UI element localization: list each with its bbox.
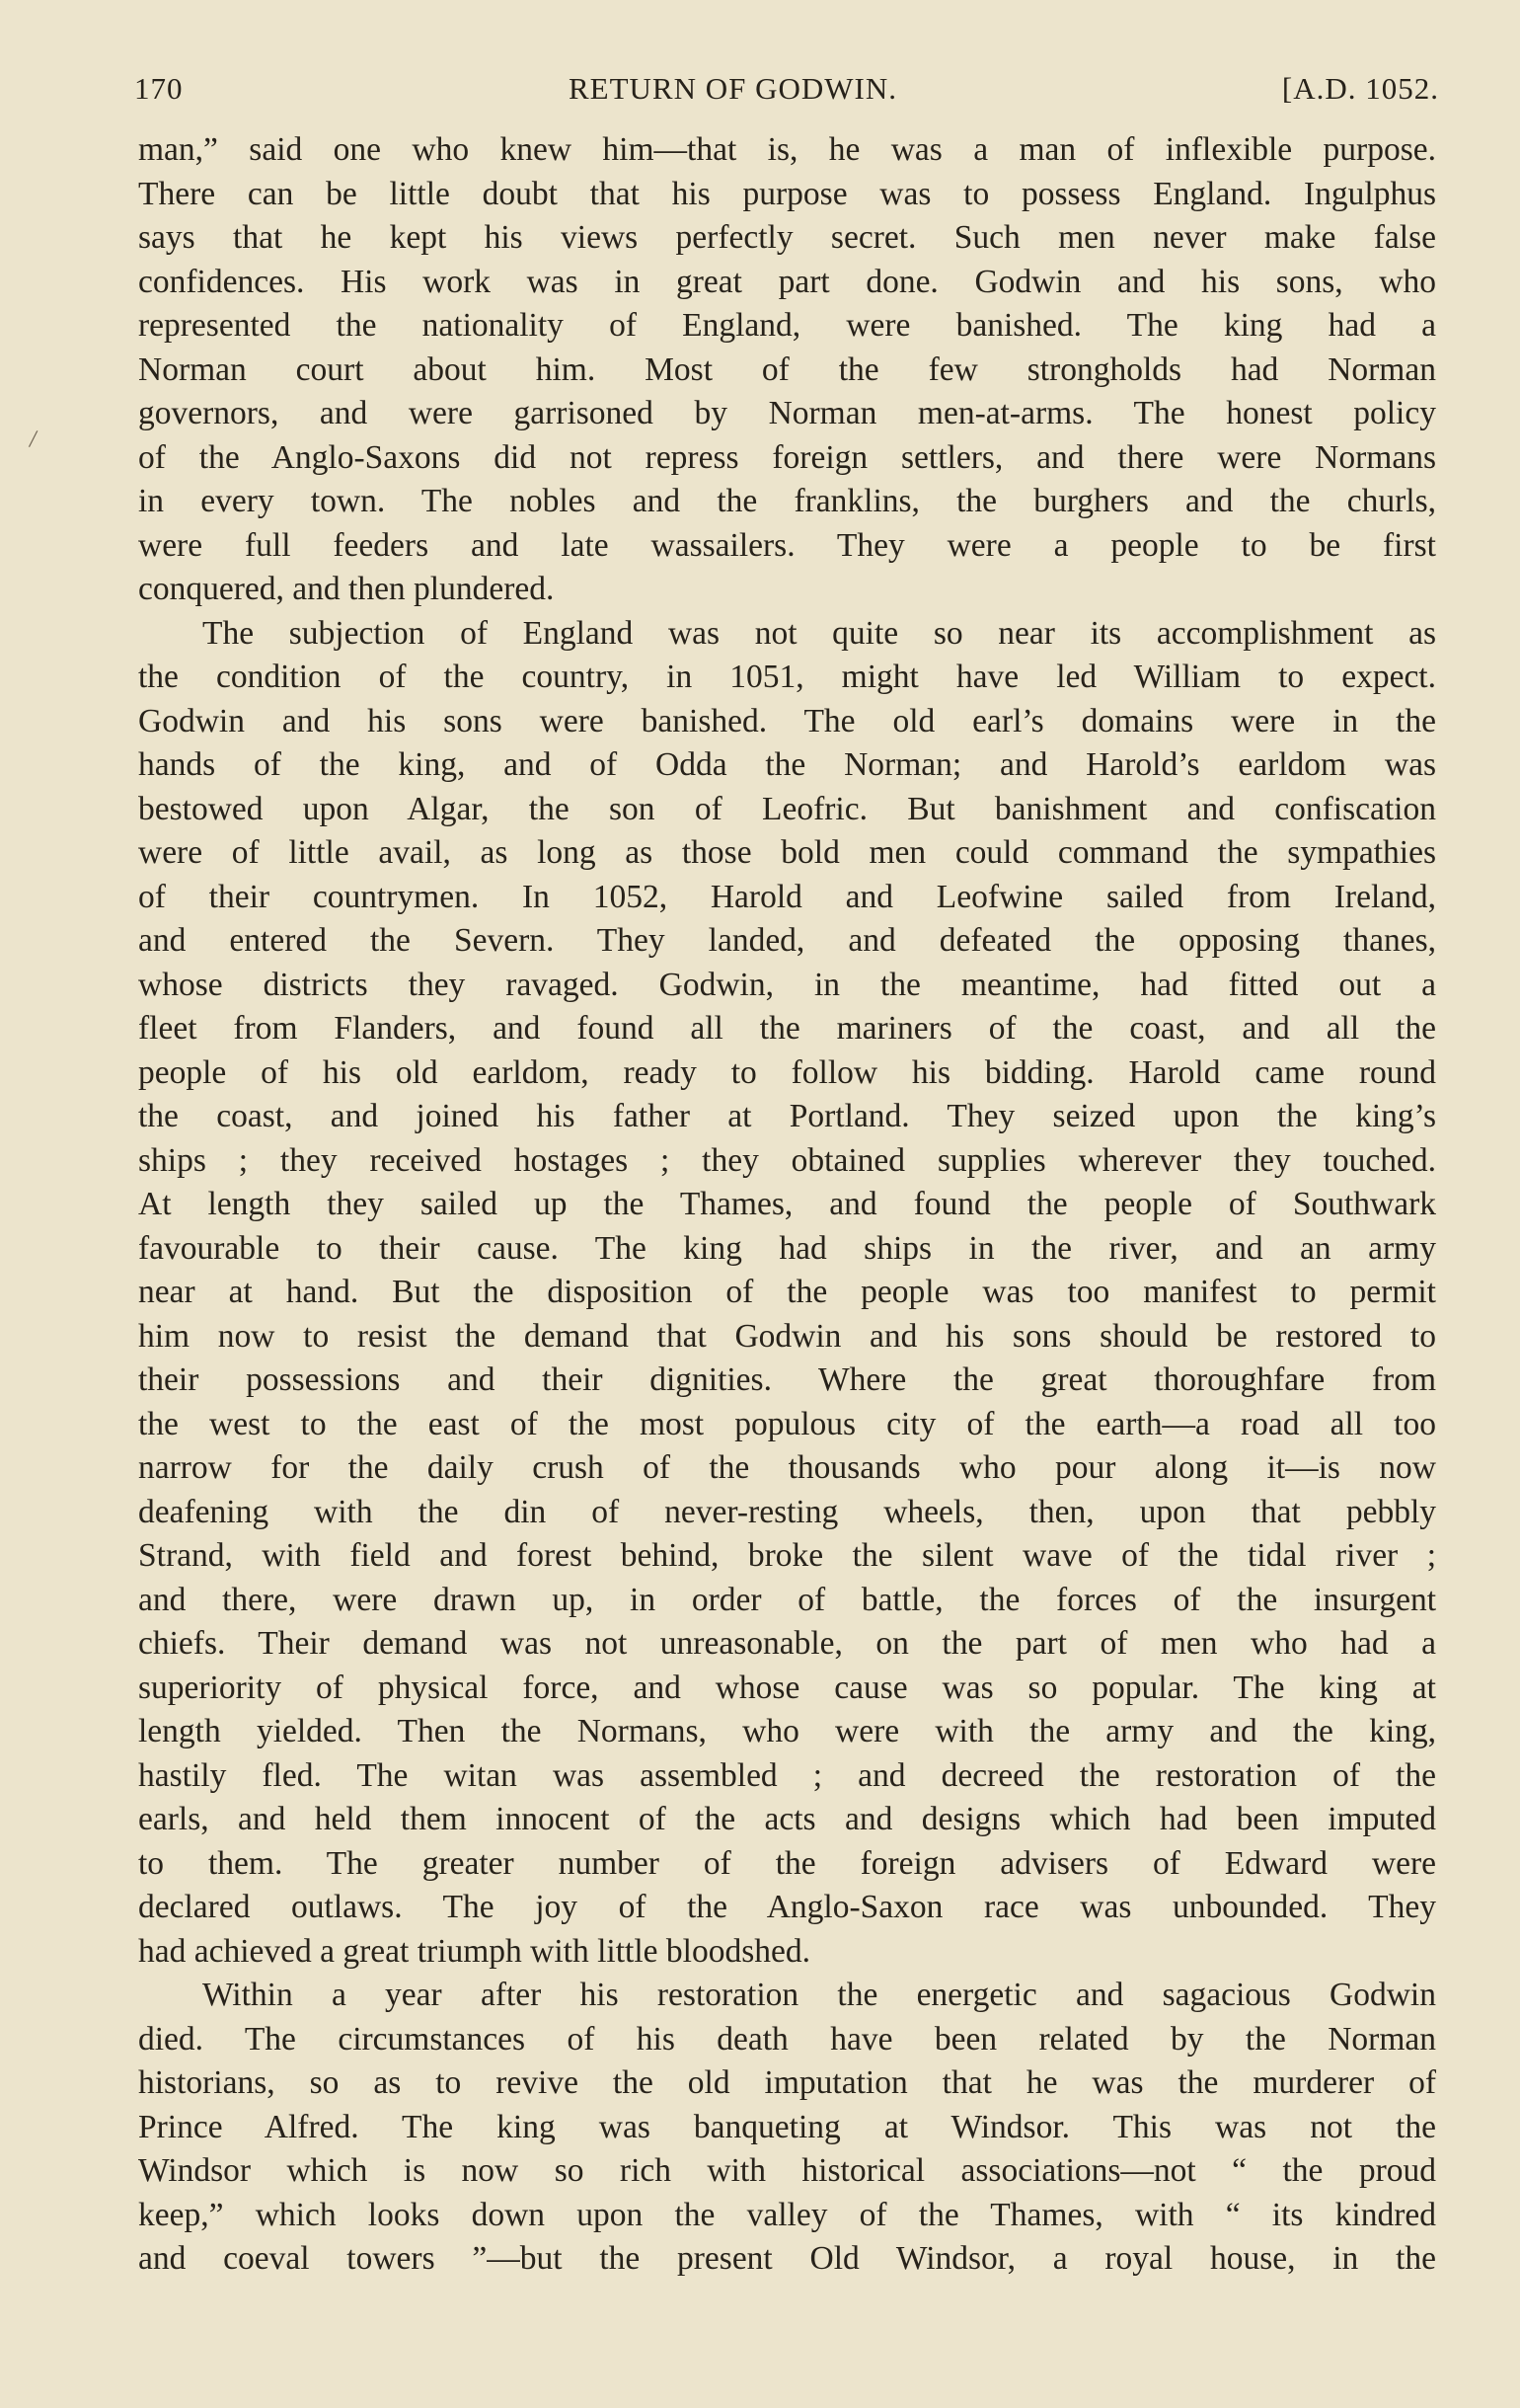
text-line: keep,” which looks down upon the valley of the Thames, with “ its kindred (138, 2196, 1436, 2233)
text-line: their possessions and their dignities. Where the great thoroughfare from (138, 1361, 1436, 1398)
text-line: length yielded. Then the Normans, who were with the army and the king, (138, 1713, 1436, 1749)
page-number: 170 (134, 71, 184, 106)
text-line: superiority of physical force, and whose cause was so popular. The king at (138, 1669, 1436, 1706)
text-line: in every town. The nobles and the franklins, the burghers and the churls, (138, 483, 1436, 519)
text-line: and coeval towers ”—but the present Old Windsor, a royal house, in the (138, 2240, 1436, 2277)
text-line: historians, so as to revive the old imputation that he was the murderer of (138, 2064, 1436, 2101)
text-line: whose districts they ravaged. Godwin, in the meantime, had fitted out a (138, 966, 1436, 1003)
text-line: and entered the Severn. They landed, and defeated the opposing thanes, (138, 922, 1436, 959)
running-header (134, 61, 1439, 120)
text-line: the condition of the country, in 1051, might have led William to expect. (138, 659, 1436, 695)
margin-pencil-mark: / (28, 424, 39, 454)
text-line: hastily fled. The witan was assembled ; and decreed the restoration of the (138, 1756, 1436, 1794)
text-line: conquered, and then plundered. (138, 571, 555, 607)
text-line: people of his old earldom, ready to follow his bidding. Harold came round (138, 1053, 1436, 1091)
text-line: says that he kept his views perfectly secret. Such men never make false (138, 219, 1436, 256)
text-line: There can be little doubt that his purpose was to possess England. Ingulphus (138, 175, 1436, 212)
text-line: Strand, with field and forest behind, broke the silent wave of the tidal river ; (138, 1537, 1436, 1574)
text-line: Norman court about him. Most of the few strongholds had Norman (138, 350, 1436, 388)
text-line: Prince Alfred. The king was banqueting at Windsor. This was not the (138, 2108, 1436, 2145)
paragraph-first-line: The subjection of England was not quite so near its accomplishment as (202, 614, 1436, 652)
text-line: At length they sailed up the Thames, and found the people of Southwark (138, 1186, 1436, 1222)
text-line: represented the nationality of England, were banished. The king had a (138, 307, 1436, 344)
body-text (138, 128, 1436, 2282)
text-line: hands of the king, and of Odda the Norman; and Harold’s earldom was (138, 746, 1436, 783)
text-line: had achieved a great triumph with little bloodshed. (138, 1932, 810, 1970)
text-line: and there, were drawn up, in order of battle, the forces of the insurgent (138, 1581, 1436, 1618)
text-line: earls, and held them innocent of the acts and designs which had been imputed (138, 1801, 1436, 1837)
text-line: fleet from Flanders, and found all the mariners of the coast, and all the (138, 1010, 1436, 1047)
date-note: [A.D. 1052. (1281, 71, 1439, 106)
text-line: favourable to their cause. The king had ships in the river, and an army (138, 1229, 1436, 1267)
text-line: confidences. His work was in great part done. Godwin and his sons, who (138, 263, 1436, 300)
text-line: Windsor which is now so rich with historical associations—not “ the proud (138, 2152, 1436, 2189)
text-line: of their countrymen. In 1052, Harold and Leofwine sailed from Ireland, (138, 878, 1436, 915)
text-line: declared outlaws. The joy of the Anglo-Saxon race was unbounded. They (138, 1889, 1436, 1925)
text-line: bestowed upon Algar, the son of Leofric. But banishment and confiscation (138, 790, 1436, 827)
text-line: chiefs. Their demand was not unreasonable, on the part of men who had a (138, 1625, 1436, 1662)
text-line: were full feeders and late wassailers. They were a people to be first (138, 526, 1436, 564)
text-line: man,” said one who knew him—that is, he was a man of inflexible purpose. (138, 131, 1436, 168)
text-line: the coast, and joined his father at Portland. They seized upon the king’s (138, 1098, 1436, 1134)
text-line: deafening with the din of never-resting wheels, then, upon that pebbly (138, 1493, 1436, 1530)
text-line: near at hand. But the disposition of the people was too manifest to permit (138, 1274, 1436, 1310)
text-line: governors, and were garrisoned by Norman men-at-arms. The honest policy (138, 395, 1436, 431)
text-line: him now to resist the demand that Godwin and his sons should be restored to (138, 1317, 1436, 1355)
text-line: were of little avail, as long as those bold men could command the sympathies (138, 834, 1436, 871)
text-line: Godwin and his sons were banished. The old earl’s domains were in the (138, 702, 1436, 739)
text-line: to them. The greater number of the foreign advisers of Edward were (138, 1844, 1436, 1882)
paragraph-first-line: Within a year after his restoration the energetic and sagacious Godwin (202, 1977, 1436, 2013)
text-line: of the Anglo-Saxons did not repress foreign settlers, and there were Normans (138, 438, 1436, 476)
text-line: died. The circumstances of his death have been related by the Norman (138, 2020, 1436, 2058)
text-line: the west to the east of the most populous city of the earth—a road all too (138, 1405, 1436, 1442)
text-line: ships ; they received hostages ; they obtained supplies wherever they touched. (138, 1141, 1436, 1179)
running-title: RETURN OF GODWIN. (569, 71, 898, 106)
text-line: narrow for the daily crush of the thousands who pour along it—is now (138, 1449, 1436, 1486)
